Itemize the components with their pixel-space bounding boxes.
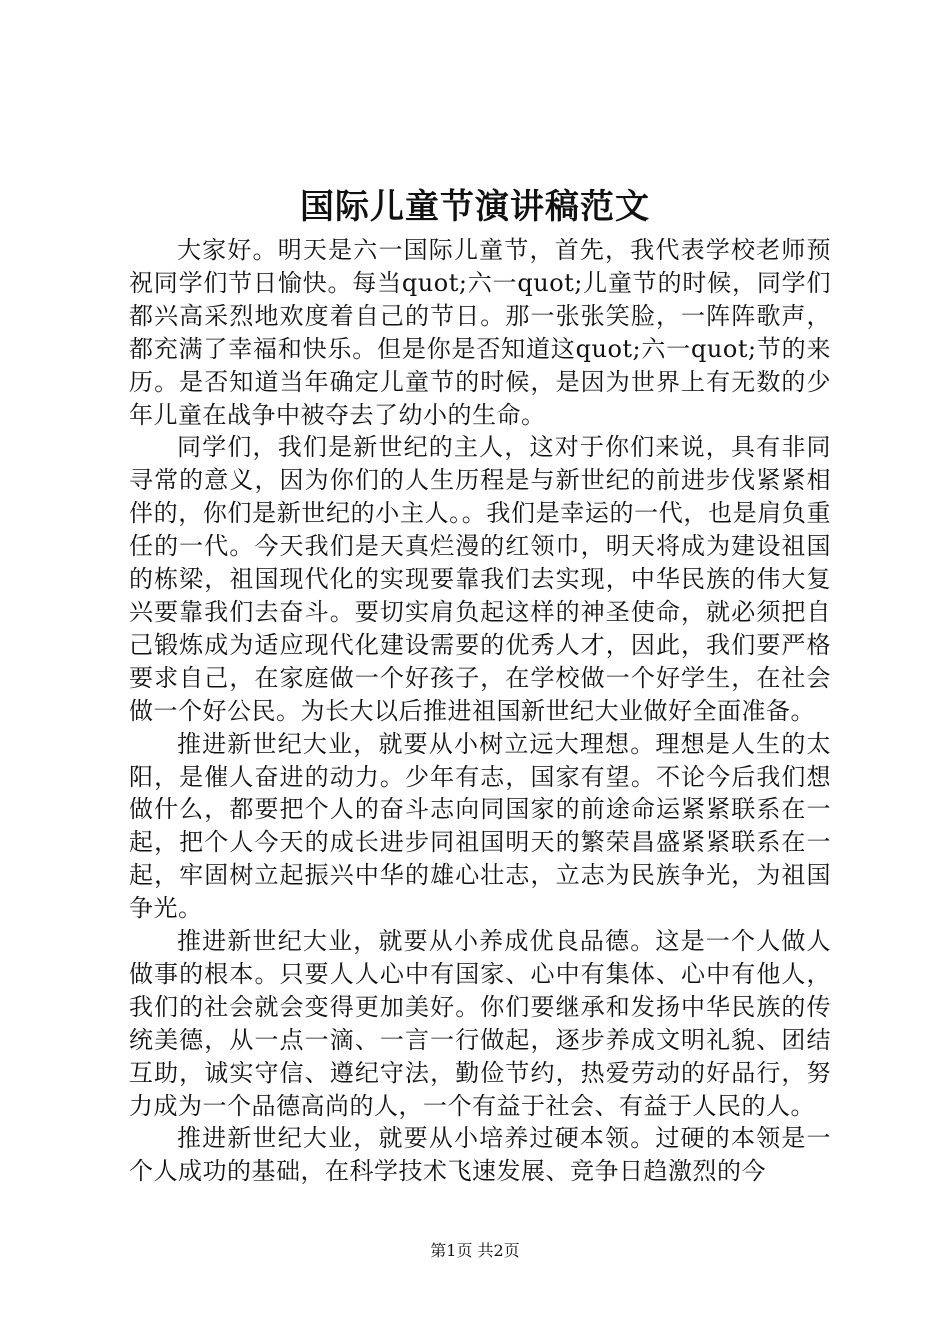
paragraph-2: 同学们，我们是新世纪的主人，这对于你们来说，具有非同寻常的意义，因为你们的人生历程是与新世纪的前进步伐紧紧相伴的，你们是新世纪的小主人。。我们是幸运的一代，也是肩负重任的一代。今天我们是天真烂漫的红领巾，明天将成为建设祖国的栋梁，祖国现代化的实现要靠我们去实现，中华民族的伟大复兴要靠我们去奋斗。要切实肩负起这样的神圣使命，就必须把自己锻炼成为适应现代化建设需要的优秀人才，因此，我们要严格要求自己，在家庭做一个好孩子，在学校做一个好学生，在社会做一个好公民。为长大以后推进祖国新世纪大业做好全面准备。 — [129, 433, 831, 725]
paragraph-1: 大家好。明天是六一国际儿童节，首先，我代表学校老师预祝同学们节日愉快。每当quot;六一quot;儿童节的时候，同学们都兴高采烈地欢度着自己的节日。那一张张笑脸，一阵阵歌声，都充满了幸福和快乐。但是你是否知道这quot;六一quot;节的来历。是否知道当年确定儿童节的时候，是因为世界上有无数的少年儿童在战争中被夺去了幼小的生命。 — [129, 236, 831, 429]
page-number-footer: 第1页 共2页 — [430, 1241, 520, 1260]
paragraph-3: 推进新世纪大业，就要从小树立远大理想。理想是人生的太阳，是催人奋进的动力。少年有志，国家有望。不论今后我们想做什么，都要把个人的奋斗志向同国家的前途命运紧紧联系在一起，把个人今天的成长进步同祖国明天的繁荣昌盛紧紧联系在一起，牢固树立起振兴中华的雄心壮志，立志为民族争光，为祖国争光。 — [129, 729, 831, 923]
document-title: 国际儿童节演讲稿范文 — [300, 187, 650, 227]
document-body — [129, 234, 831, 1188]
paragraph-4: 推进新世纪大业，就要从小养成优良品德。这是一个人做人做事的根本。只要人人心中有国家、心中有集体、心中有他人，我们的社会就会变得更加美好。你们要继承和发扬中华民族的传统美德，从一点一滴、一言一行做起，逐步养成文明礼貌、团结互助，诚实守信、遵纪守法，勤俭节约，热爱劳动的好品行，努力成为一个品德高尚的人，一个有益于社会、有益于人民的人。 — [129, 927, 831, 1120]
paragraph-5: 推进新世纪大业，就要从小培养过硬本领。过硬的本领是一个人成功的基础，在科学技术飞速发展、竞争日趋激烈的今 — [129, 1124, 831, 1186]
